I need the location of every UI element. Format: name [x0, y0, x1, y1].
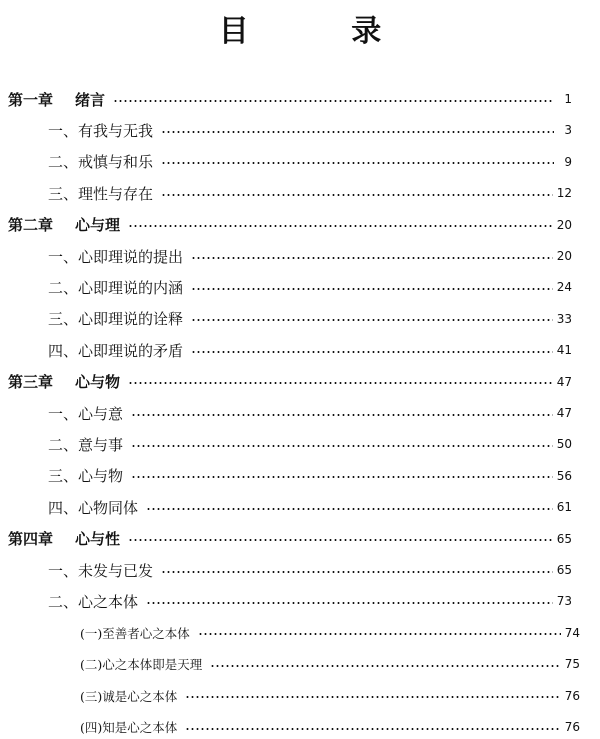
toc-entry-title: 心之本体	[78, 592, 139, 611]
toc-entry-number: 三、	[48, 184, 79, 203]
toc-entry-title: 心即理说的诠释	[78, 310, 184, 329]
toc-entry-number: (四)	[80, 720, 103, 735]
toc-entry-number: (二)	[80, 657, 103, 673]
toc-entry-number: 一、	[48, 121, 79, 140]
toc-entry-number: 三、	[48, 310, 79, 329]
toc-entry-title: 心与意	[78, 404, 124, 423]
toc-entry-page-number: 56	[556, 468, 572, 483]
toc-entry-label	[48, 434, 127, 455]
toc-entry-label	[48, 340, 187, 361]
toc-entry-section	[48, 181, 572, 205]
toc-entry-label	[8, 371, 124, 392]
toc-entry-subsection	[80, 684, 580, 708]
toc-entry-title: 心与物	[78, 467, 124, 486]
toc-entry-section	[48, 118, 572, 142]
toc-entry-label	[80, 655, 206, 673]
toc-entry-page-number: 41	[556, 343, 572, 358]
toc-entry-label	[8, 89, 109, 110]
toc-entry-section	[48, 307, 572, 331]
toc-entry-chapter	[8, 87, 572, 111]
toc-entry-page-number: 50	[556, 437, 572, 452]
toc-entry-section	[48, 275, 572, 299]
toc-entry-page-number: 12	[556, 186, 572, 201]
toc-entry-section	[48, 150, 572, 174]
toc-entry-number: 三、	[48, 467, 79, 486]
toc-entry-title: 理性与存在	[78, 184, 154, 203]
toc-entry-label	[48, 308, 187, 329]
toc-entry-section	[48, 495, 572, 519]
toc-entry-page-number: 20	[556, 217, 572, 232]
toc-entry-number: (三)	[80, 688, 103, 704]
toc-entry-page-number: 47	[556, 406, 572, 420]
toc-entry-section	[48, 401, 572, 425]
toc-entry-title: 心之本体即是天理	[102, 657, 203, 673]
dot-leader	[128, 539, 553, 541]
toc-entry-page-number: 65	[556, 563, 572, 577]
dot-leader	[191, 319, 553, 321]
toc-entry-subsection	[80, 621, 580, 645]
toc-entry-subsection	[80, 715, 580, 739]
toc-entry-number: 二、	[48, 278, 79, 297]
toc-entry-number: 第三章	[8, 373, 54, 392]
toc-entry-title: 未发与已发	[78, 561, 154, 580]
dot-leader	[198, 633, 561, 635]
toc-entry-label	[48, 403, 127, 424]
toc-entry-page-number: 76	[564, 688, 580, 703]
toc-entry-title: 心即理说的提出	[78, 247, 184, 266]
page-title: 目 录	[218, 14, 428, 49]
dot-leader	[191, 288, 553, 290]
toc-entry-title: 绪言	[75, 90, 106, 109]
toc-entry-page-number: 9	[564, 154, 572, 169]
dot-leader	[128, 225, 553, 227]
toc-entry-title: 至善者心之本体	[102, 625, 190, 641]
toc-entry-page-number: 76	[564, 720, 580, 734]
toc-entry-label	[48, 246, 187, 267]
toc-entry-page-number: 65	[556, 531, 572, 546]
toc-entry-page-number: 74	[564, 625, 580, 640]
dot-leader	[191, 351, 553, 353]
toc-entry-section	[48, 432, 572, 456]
toc-entry-number: 第一章	[8, 90, 54, 109]
toc-entry-label	[48, 465, 127, 486]
toc-entry-section	[48, 244, 572, 268]
toc-entry-label	[48, 277, 187, 298]
dot-leader	[131, 445, 553, 447]
toc-entry-page-number: 75	[564, 657, 580, 672]
toc-entry-title: 心与理	[75, 216, 121, 235]
toc-entry-number: (一)	[80, 625, 103, 641]
toc-entry-label	[8, 214, 124, 235]
toc-entry-label	[48, 183, 157, 204]
toc-entry-number: 四、	[48, 341, 79, 360]
dot-leader	[128, 382, 553, 384]
toc-entry-title: 心与性	[75, 530, 121, 549]
dot-leader	[161, 162, 554, 164]
dot-leader	[131, 414, 553, 416]
toc-entry-title: 诚是心之本体	[102, 688, 178, 704]
toc-entry-number: 一、	[48, 561, 79, 580]
dot-leader	[146, 508, 553, 510]
toc-entry-page-number: 73	[556, 594, 572, 609]
toc-entry-number: 一、	[48, 247, 79, 266]
toc-entry-label	[48, 591, 142, 612]
toc-entry-number: 四、	[48, 498, 79, 517]
toc-entry-label	[48, 120, 157, 141]
toc-entry-section	[48, 589, 572, 613]
toc-entry-chapter	[8, 370, 572, 394]
toc-entry-number: 一、	[48, 404, 79, 423]
toc-entry-number: 第四章	[8, 530, 54, 549]
toc-entry-title: 心与物	[75, 373, 121, 392]
toc-entry-page-number: 1	[564, 92, 572, 106]
toc-entry-title: 知是心之本体	[102, 720, 178, 735]
toc-entry-section	[48, 338, 572, 362]
toc-entry-section	[48, 464, 572, 488]
dot-leader	[113, 100, 554, 102]
toc-entry-section	[48, 558, 572, 582]
toc-entry-label	[48, 151, 157, 172]
toc-entry-number: 二、	[48, 592, 79, 611]
toc-entry-title: 意与事	[78, 435, 124, 454]
dot-leader	[161, 131, 554, 133]
dot-leader	[131, 476, 553, 478]
toc-entry-label	[8, 528, 124, 549]
toc-entry-page-number: 20	[556, 249, 572, 263]
dot-leader	[185, 728, 560, 730]
toc-entry-label	[80, 718, 181, 736]
toc-entry-title: 心即理说的矛盾	[78, 341, 184, 360]
toc-entry-label	[80, 687, 181, 705]
dot-leader	[191, 257, 553, 259]
dot-leader	[161, 571, 553, 573]
toc-entry-title: 心物同体	[78, 498, 139, 517]
toc-entry-page-number: 47	[556, 374, 572, 389]
toc-entry-page-number: 3	[564, 123, 572, 138]
dot-leader	[146, 602, 553, 604]
toc-entry-title: 戒慎与和乐	[78, 153, 154, 172]
toc-entry-title: 心即理说的内涵	[78, 278, 184, 297]
toc-entry-label	[48, 560, 157, 581]
toc-entry-chapter	[8, 213, 572, 237]
dot-leader	[185, 696, 560, 698]
dot-leader	[161, 194, 553, 196]
toc-entry-title: 有我与无我	[78, 121, 154, 140]
toc-entry-label	[48, 497, 142, 518]
toc-entry-label	[80, 624, 194, 642]
toc-entry-number: 二、	[48, 435, 79, 454]
toc-entry-number: 第二章	[8, 216, 54, 235]
toc-entry-page-number: 24	[556, 280, 572, 295]
toc-entry-chapter	[8, 527, 572, 551]
toc-entry-subsection	[80, 652, 580, 676]
toc-entry-page-number: 33	[556, 311, 572, 326]
toc-entry-number: 二、	[48, 153, 79, 172]
dot-leader	[210, 665, 560, 667]
toc-entry-page-number: 61	[556, 500, 572, 515]
